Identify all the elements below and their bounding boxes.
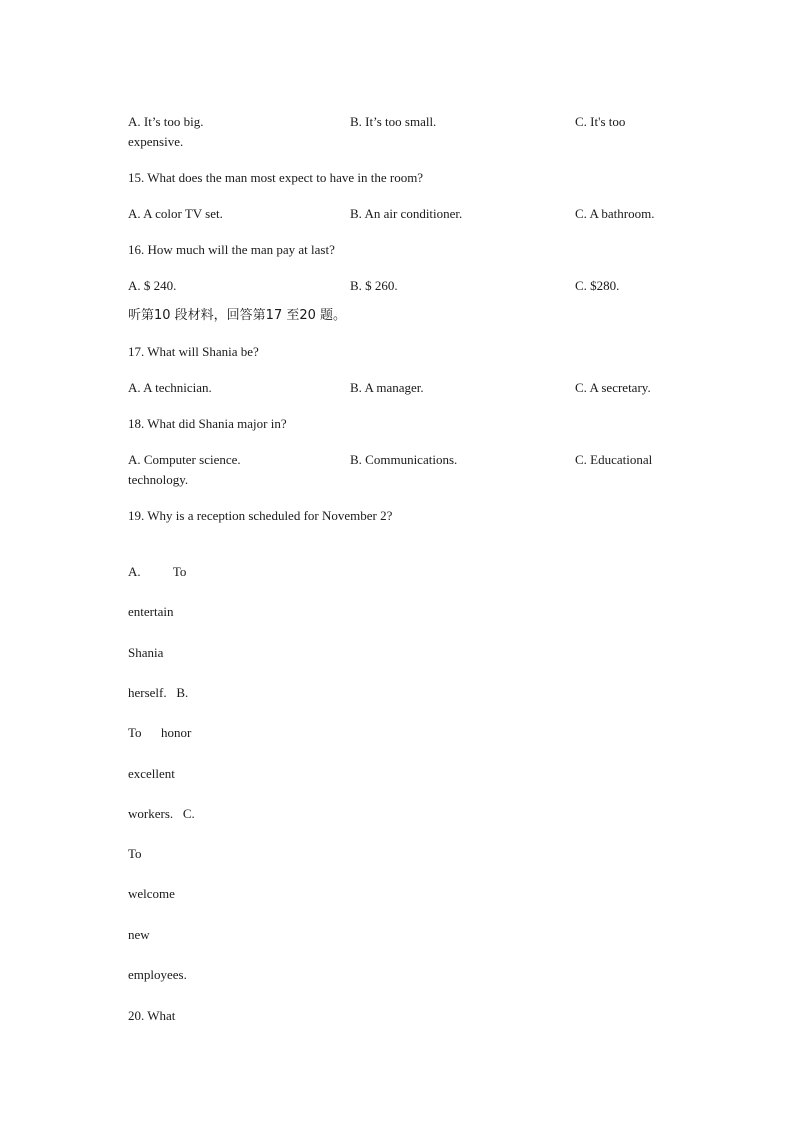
q17-option-b: B. A manager. <box>350 380 424 395</box>
q16-option-a: A. $ 240. <box>128 278 177 293</box>
q15-option-b: B. An air conditioner. <box>350 206 463 221</box>
q18-option-a: A. Computer science. <box>128 452 241 467</box>
q14-option-c: C. It's too <box>575 114 626 129</box>
q19-fragment: new <box>128 927 150 942</box>
q16-question: 16. How much will the man pay at last? <box>128 242 335 257</box>
q14-option-a: A. It’s too big. <box>128 114 204 129</box>
q15-question: 15. What does the man most expect to have in the room? <box>128 170 424 185</box>
q15-option-a: A. A color TV set. <box>128 206 223 221</box>
q20-question: 20. What <box>128 1008 176 1023</box>
q19-fragment: excellent <box>128 766 175 781</box>
q15-option-c: C. A bathroom. <box>575 206 655 221</box>
q18-option-c: C. Educational <box>575 452 653 467</box>
section-header: 听第10 段材料，回答第17 至20 题。 <box>128 308 347 323</box>
q18-question: 18. What did Shania major in? <box>128 416 287 431</box>
q19-fragment: Shania <box>128 645 164 660</box>
q17-option-a: A. A technician. <box>128 380 212 395</box>
q19-fragment: entertain <box>128 604 174 619</box>
q17-option-c: C. A secretary. <box>575 380 651 395</box>
q19-fragment: A. To <box>128 564 187 579</box>
q19-fragment: herself. B. <box>128 685 189 700</box>
q18-option-c-continuation: technology. <box>128 472 189 487</box>
q19-fragment: welcome <box>128 886 175 901</box>
q19-question: 19. Why is a reception scheduled for November 2? <box>128 508 393 523</box>
q19-fragment: workers. C. <box>128 806 195 821</box>
q18-option-b: B. Communications. <box>350 452 458 467</box>
q19-fragment: To honor <box>128 725 192 740</box>
q16-option-c: C. $280. <box>575 278 620 293</box>
q17-question: 17. What will Shania be? <box>128 344 259 359</box>
q14-option-b: B. It’s too small. <box>350 114 437 129</box>
q16-option-b: B. $ 260. <box>350 278 398 293</box>
q19-fragment: employees. <box>128 967 187 982</box>
q19-fragment: To <box>128 846 142 861</box>
q14-option-c-continuation: expensive. <box>128 134 184 149</box>
